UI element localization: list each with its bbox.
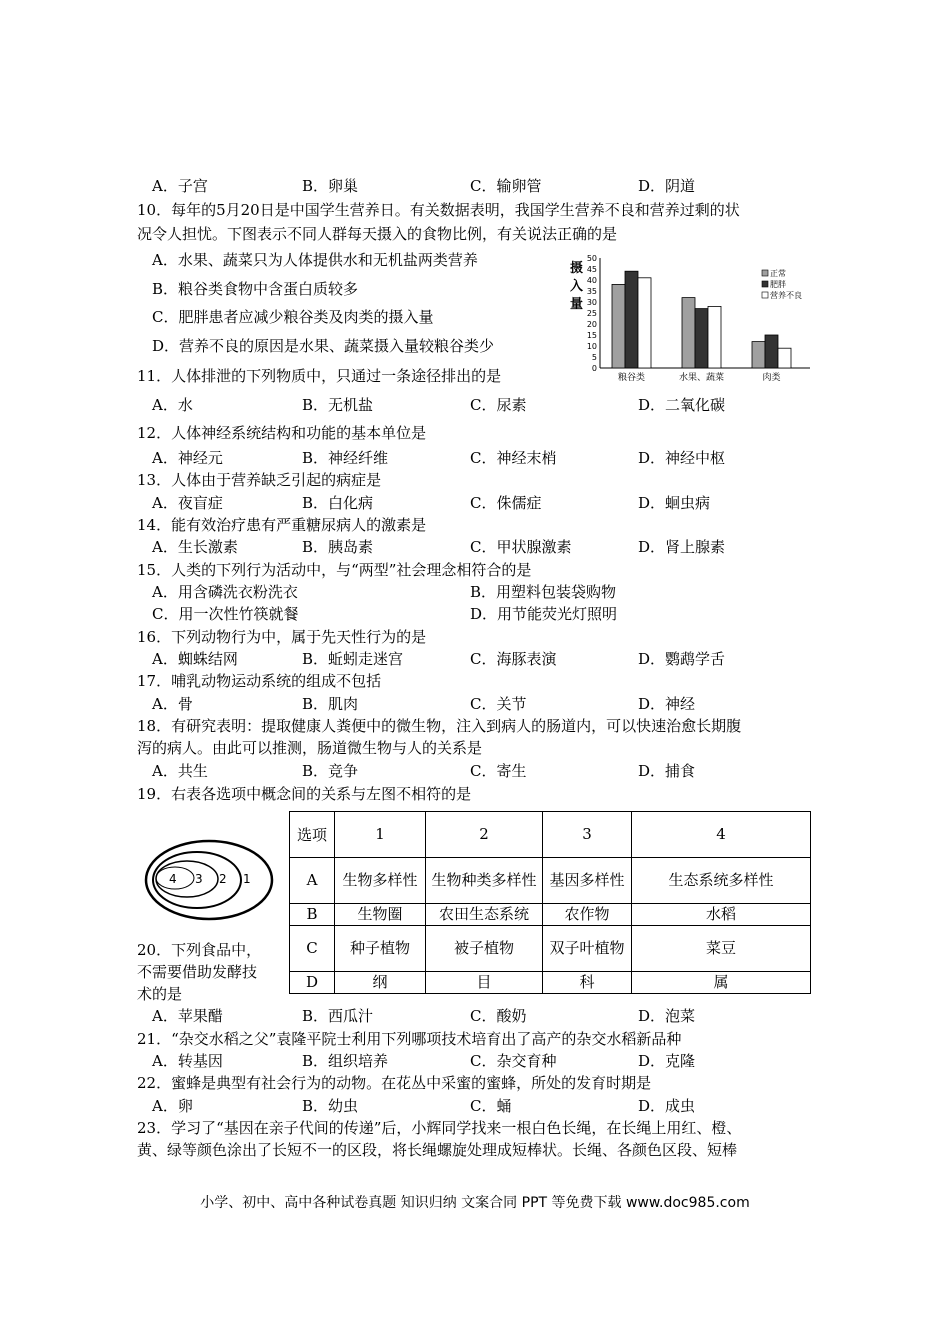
chart-y-tick-label: 45 (586, 265, 597, 274)
q18-option-c: C．寄生 (470, 762, 527, 780)
q19-concept-table (289, 811, 811, 994)
table-row (290, 858, 811, 904)
table-cell: 农作物 (543, 904, 632, 926)
chart-bar (682, 298, 695, 368)
q13-option-a: A．夜盲症 (152, 494, 223, 512)
table-cell: 生物圈 (335, 904, 426, 926)
q15-option-d: D．用节能荧光灯照明 (470, 605, 618, 623)
q17-option-c: C．关节 (470, 695, 527, 713)
q14-stem: 14．能有效治疗患有严重糖尿病人的激素是 (137, 516, 427, 534)
q9-option-d: D．阴道 (638, 177, 696, 195)
table-row (290, 972, 811, 994)
q20-option-c: C．酸奶 (470, 1007, 527, 1025)
q16-option-a: A．蜘蛛结网 (152, 650, 238, 668)
chart-y-tick-label: 0 (591, 364, 597, 373)
q13-option-d: D．蛔虫病 (638, 494, 711, 512)
table-cell: B (290, 904, 335, 926)
q21-option-d: D．克隆 (638, 1052, 696, 1070)
q14-option-b: B．胰岛素 (302, 538, 374, 556)
table-cell: 纲 (335, 972, 426, 994)
q14-option-d: D．肾上腺素 (638, 538, 726, 556)
chart-bar (695, 309, 708, 368)
circle-3 (156, 861, 218, 897)
q20-option-b: B．西瓜汁 (302, 1007, 374, 1025)
q18-option-b: B．竞争 (302, 762, 359, 780)
q9-option-c: C．输卵管 (470, 177, 542, 195)
q18-stem-line1: 18．有研究表明：提取健康人粪便中的微生物，注入到病人的肠道内，可以快速治愈长期腹 (137, 717, 742, 735)
circle-label-2: 2 (219, 872, 227, 886)
chart-bar (612, 284, 625, 368)
table-header-cell: 1 (335, 812, 426, 858)
q21-option-c: C．杂交育种 (470, 1052, 557, 1070)
chart-bar (752, 342, 765, 368)
q10-stem-line2: 况令人担忧。下图表示不同人群每天摄入的食物比例，有关说法正确的是 (137, 225, 618, 243)
q18-option-a: A．共生 (152, 762, 208, 780)
q9-option-a: A．子宫 (152, 177, 208, 195)
q12-stem: 12．人体神经系统结构和功能的基本单位是 (137, 424, 427, 442)
q12-option-d: D．神经中枢 (638, 449, 726, 467)
q15-option-b: B．用塑料包装袋购物 (470, 583, 617, 601)
chart-x-tick-label: 粮谷类 (617, 373, 646, 383)
q21-option-a: A．转基因 (152, 1052, 223, 1070)
q11-option-b: B．无机盐 (302, 396, 374, 414)
table-cell: 生态系统多样性 (632, 858, 811, 904)
table-header-cell: 3 (543, 812, 632, 858)
chart-legend-swatch (762, 270, 768, 276)
table-header-cell: 2 (426, 812, 543, 858)
table-cell: D (290, 972, 335, 994)
chart-x-tick-label: 肉类 (762, 373, 781, 383)
chart-y-tick-label: 25 (586, 309, 597, 318)
q14-option-c: C．甲状腺激素 (470, 538, 572, 556)
q10-option-b: B．粮谷类食物中含蛋白质较多 (152, 280, 359, 298)
chart-ylabel-char: 入 (570, 279, 584, 294)
q10-option-c: C．肥胖患者应减少粮谷类及肉类的摄入量 (152, 308, 434, 326)
chart-bar (638, 278, 651, 368)
circle-label-1: 1 (243, 872, 251, 886)
chart-legend-swatch (762, 281, 768, 287)
chart-legend-label: 正常 (770, 269, 786, 278)
q12-option-a: A．神经元 (152, 449, 223, 467)
q13-option-b: B．白化病 (302, 494, 374, 512)
q14-option-a: A．生长激素 (152, 538, 238, 556)
q22-option-c: C．蛹 (470, 1097, 512, 1115)
table-cell: 生物种类多样性 (426, 858, 543, 904)
chart-x-tick-label: 水果、蔬菜 (678, 373, 725, 383)
q20-option-a: A．苹果醋 (152, 1007, 223, 1025)
table-cell: 种子植物 (335, 926, 426, 972)
table-cell: 科 (543, 972, 632, 994)
q20-option-d: D．泡菜 (638, 1007, 696, 1025)
q13-stem: 13．人体由于营养缺乏引起的病症是 (137, 471, 382, 489)
chart-ylabel (570, 260, 583, 312)
q22-stem: 22．蜜蜂是典型有社会行为的动物。在花丛中采蜜的蜜蜂，所处的发育时期是 (137, 1074, 652, 1092)
chart-ylabel-char: 量 (570, 297, 584, 312)
q18-stem-line2: 泻的病人。由此可以推测，肠道微生物与人的关系是 (137, 739, 483, 757)
q11-option-d: D．二氧化碳 (638, 396, 726, 414)
chart-legend (762, 268, 802, 300)
q10-option-a: A．水果、蔬菜只为人体提供水和无机盐两类营养 (152, 251, 478, 269)
table-cell: 双子叶植物 (543, 926, 632, 972)
q23-stem-line2: 黄、绿等颜色涂出了长短不一的区段，将长绳螺旋处理成短棒状。长绳、各颜色区段、短棒 (137, 1141, 738, 1159)
table-header-cell: 选项 (290, 812, 335, 858)
q12-option-c: C．神经末梢 (470, 449, 557, 467)
q17-option-d: D．神经 (638, 695, 696, 713)
q12-option-b: B．神经纤维 (302, 449, 389, 467)
q16-stem: 16．下列动物行为中，属于先天性行为的是 (137, 628, 427, 646)
chart-y-tick-label: 5 (591, 353, 597, 362)
food-intake-bar-chart (560, 252, 820, 384)
q17-stem: 17．哺乳动物运动系统的组成不包括 (137, 672, 382, 690)
q16-option-b: B．蚯蚓走迷宫 (302, 650, 404, 668)
chart-y-tick-label: 40 (586, 276, 597, 285)
q13-option-c: C．侏儒症 (470, 494, 542, 512)
q10-option-d: D．营养不良的原因是水果、蔬菜摄入量较粮谷类少 (152, 337, 495, 355)
q11-option-c: C．尿素 (470, 396, 527, 414)
chart-y-tick-label: 15 (586, 331, 597, 340)
q10-stem-line1: 10．每年的5月20日是中国学生营养日。有关数据表明，我国学生营养不良和营养过剩的状 (137, 201, 740, 219)
q20-stem-line3: 术的是 (137, 985, 183, 1003)
table-row (290, 926, 811, 972)
table-row (290, 904, 811, 926)
table-header-row (290, 812, 811, 858)
q17-option-b: B．肌肉 (302, 695, 359, 713)
nested-concept-circles-diagram (143, 838, 275, 922)
chart-legend-swatch (762, 292, 768, 298)
chart-y-tick-label: 35 (586, 287, 597, 296)
table-cell: 基因多样性 (543, 858, 632, 904)
q16-option-d: D．鹦鹉学舌 (638, 650, 726, 668)
chart-ylabel-char: 摄 (570, 261, 584, 276)
q20-stem-line2: 不需要借助发酵技 (137, 963, 258, 981)
chart-legend-label: 营养不良 (770, 291, 802, 300)
q15-option-a: A．用含磷洗衣粉洗衣 (152, 583, 298, 601)
chart-bar (778, 348, 791, 368)
q15-stem: 15．人类的下列行为活动中，与“两型”社会理念相符合的是 (137, 561, 532, 579)
chart-bar (765, 335, 778, 368)
q20-stem-line1: 20．下列食品中， (137, 941, 262, 959)
q9-option-b: B．卵巢 (302, 177, 359, 195)
chart-y-tick-label: 30 (586, 298, 597, 307)
chart-y-tick-label: 10 (586, 342, 597, 351)
table-cell: 被子植物 (426, 926, 543, 972)
q21-option-b: B．组织培养 (302, 1052, 389, 1070)
chart-bar (625, 271, 638, 368)
table-cell: 菜豆 (632, 926, 811, 972)
q22-option-a: A．卵 (152, 1097, 193, 1115)
table-cell: A (290, 858, 335, 904)
q21-stem: 21．“杂交水稻之父”袁隆平院士利用下列哪项技术培育出了高产的杂交水稻新品种 (137, 1030, 682, 1048)
q18-option-d: D．捕食 (638, 762, 696, 780)
chart-x-tick-labels (618, 371, 781, 383)
table-cell: 目 (426, 972, 543, 994)
chart-bar (708, 306, 721, 368)
q16-option-c: C．海豚表演 (470, 650, 557, 668)
table-cell: C (290, 926, 335, 972)
table-header-cell: 4 (632, 812, 811, 858)
q17-option-a: A．骨 (152, 695, 193, 713)
table-cell: 生物多样性 (335, 858, 426, 904)
table-cell: 属 (632, 972, 811, 994)
q11-stem: 11．人体排泄的下列物质中，只通过一条途径排出的是 (137, 367, 502, 385)
q15-option-c: C．用一次性竹筷就餐 (152, 605, 299, 623)
q23-stem-line1: 23．学习了“基因在亲子代间的传递”后，小辉同学找来一根白色长绳，在长绳上用红、橙、 (137, 1119, 742, 1137)
q22-option-d: D．成虫 (638, 1097, 696, 1115)
q19-stem: 19．右表各选项中概念间的关系与左图不相符的是 (137, 785, 472, 803)
page-footer: 小学、初中、高中各种试卷真题 知识归纳 文案合同 PPT 等免费下载 www.doc985.com (200, 1195, 750, 1211)
circle-label-3: 3 (195, 872, 203, 886)
q11-option-a: A．水 (152, 396, 193, 414)
chart-y-tick-label: 50 (586, 254, 597, 263)
q22-option-b: B．幼虫 (302, 1097, 359, 1115)
chart-y-tick-label: 20 (586, 320, 597, 329)
circle-label-4: 4 (169, 872, 177, 886)
chart-legend-label: 肥胖 (770, 280, 786, 289)
table-cell: 农田生态系统 (426, 904, 543, 926)
table-cell: 水稻 (632, 904, 811, 926)
